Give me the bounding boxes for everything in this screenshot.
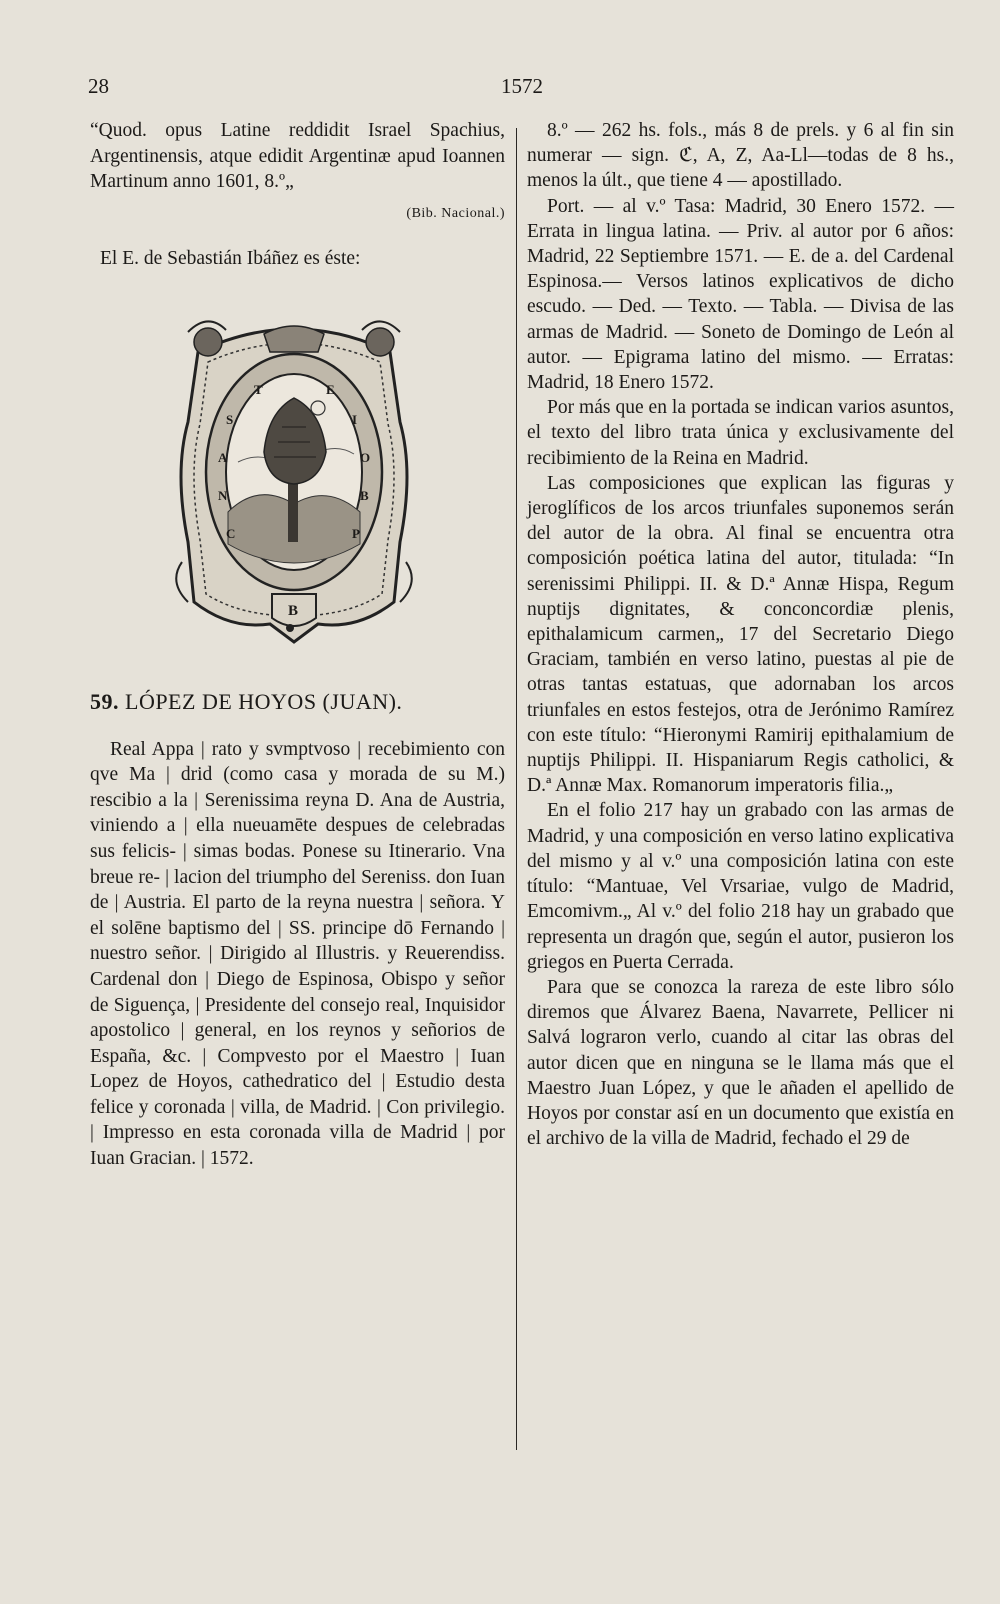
emblem-letter: N (218, 487, 228, 503)
emblem-letter: T (254, 381, 263, 397)
page-number: 28 (88, 74, 109, 98)
emblem-monogram: B (288, 602, 299, 619)
emblem-intro: El E. de Sebastián Ibáñez es éste: (100, 248, 361, 270)
running-year: 1572 (501, 74, 543, 98)
emblem-letter: P (352, 525, 360, 541)
emblem-letter: B (360, 487, 369, 503)
column-divider (516, 128, 517, 1450)
entry-number: 59. (90, 688, 119, 714)
entry-author: LÓPEZ DE HOYOS (JUAN). (125, 688, 403, 714)
entry-heading (90, 689, 505, 715)
emblem-letter: I (352, 411, 358, 427)
paragraph: Para que se conozca la rareza de este libro sólo diremos que Álvarez Baena, Navarrete, Pellicer ni Salvá lograron verlo, cuando al citar las obras del autor dicen que en ninguna se le llama más que el Maestro Juan López, y que le añaden el apellido de Hoyos por constar así en un documento que existía en el archivo de la villa de Madrid, fechado el 29 de (527, 976, 954, 1150)
bib-note: (Bib. Nacional.) (406, 205, 505, 221)
emblem-letter: C (226, 525, 236, 541)
emblem-letter: S (226, 411, 234, 427)
emblem-illustration (168, 312, 420, 647)
right-column (527, 118, 954, 1151)
emblem-letter: A (218, 449, 228, 465)
paragraph: Las composiciones que explican las figuras y jeroglíficos de los arcos triunfales suponemos serán del autor de la obra. Al final se encuentra otra composición poética latina del autor, titulada: “In serenissimi Philippi. II. & D.ª Annæ Hispa, Regum nuptijs dignitates, & conconcordiæ plenis, epithalamicum carmen„ 17 del Secretario Diego Graciam, también en verso latino, puestas al pie de otras tantas estatuas, que adornaban los arcos triunfales en estos festejos, otra de Jerónimo Ramírez con este título: “Hieronymi Ramirij epithalamium de nuptijs Philippi. II. Hispaniarum Regis catholici, & D.ª Annæ Max. Romanorum imperatoris filia.„ (527, 472, 954, 797)
paragraph: Port. — al v.º Tasa: Madrid, 30 Enero 1572. — Errata in lingua latina. — Priv. al autor por 6 años: Madrid, 22 Septiembre 1571. — E. de a. del Cardenal Espinosa.— Versos latinos explicativos de dicho escudo. — Ded. — Texto. — Tabla. — Divisa de las armas de Madrid. — Soneto de Domingo de León al autor. — Epigrama latino del mismo. — Erratas: Madrid, 18 Enero 1572. (527, 195, 954, 394)
page-header (88, 74, 543, 104)
paragraph: 8.º — 262 hs. fols., más 8 de prels. y 6 al fin sin numerar — sign. ℭ, A, Z, Aa-Ll—todas de 8 hs., menos la últ., que tiene 4 — apostillado. (527, 120, 954, 192)
entry-title-transcription: Real Appa | rato y svmptvoso | recebimiento con qve Ma | drid (como casa y morada de su M.) rescibio a la | Serenissima reyna D. Ana de Austria, viniendo a | ella nueuamēte despues de celebradas sus felicis- | simas bodas. Ponese su Itinerario. Vna breue re- | lacion del triumpho del Sereniss. don Iuan de | Austria. El parto de la reyna nuestra | señora. Y el solēne baptismo del | SS. principe dō Fernando | nuestro señor. | Dirigido al Illustris. y Reuerendiss. Cardenal don | Diego de Espinosa, Obispo y señor de Siguença, | Presidente del consejo real, Inquisidor apostolico | general, en los reynos y señorios de España, &c. | Compvesto por el Maestro | Iuan Lopez de Hoyos, cathedratico del | Estudio desta felice y coronada | villa, de Madrid. | Con privilegio. | Impresso en esta coronada villa de Madrid | por Iuan Gracian. | 1572. (90, 738, 505, 1170)
emblem-letter: E (326, 381, 335, 397)
left-column (90, 118, 505, 1172)
engraved-emblem (168, 312, 420, 647)
emblem-letter: O (360, 449, 371, 465)
paragraph: Por más que en la portada se indican varios asuntos, el texto del libro trata única y exclusivamente del recibimiento de la Reina en Madrid. (527, 397, 954, 469)
latin-quote: “Quod. opus Latine reddidit Israel Spachius, Argentinensis, atque edidit Argentinæ apud Ioannen Martinum anno 1601, 8.º„ (90, 120, 505, 193)
paragraph: En el folio 217 hay un grabado con las armas de Madrid, y una composición en verso latino explicativa del mismo y al v.º una composición latina con este título: “Mantuae, Vel Vrsariae, vulgo de Madrid, Emcomivm.„ Al v.º del folio 218 hay un grabado que representa un dragón que, según el autor, pusieron los griegos en Puerta Cerrada. (527, 800, 954, 973)
